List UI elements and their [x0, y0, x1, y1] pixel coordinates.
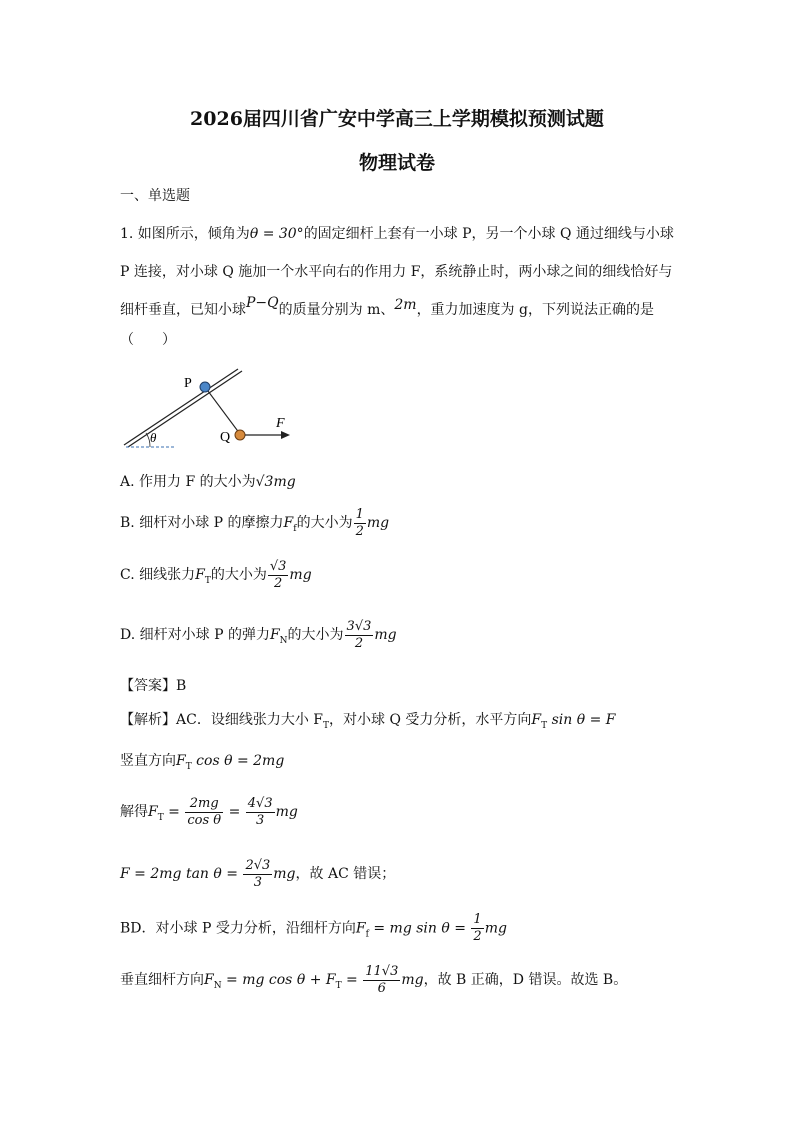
fraction: $\frac{√3}{2}$ — [269, 558, 287, 591]
question-line-3: 细杆垂直，已知小球P−Q的质量分别为 m、2m，重力加速度为 g，下列说法正确的是 — [120, 295, 654, 318]
exam-title: 2026届四川省广安中学高三上学期模拟预测试题 — [190, 108, 604, 130]
fraction: $\frac{4√3}{3}$ — [247, 795, 273, 828]
force-arrow-head-icon — [281, 431, 290, 439]
label-p: P — [184, 376, 192, 391]
option-b: B. 细杆对小球 P 的摩擦力$F_f$的大小为 $\frac{1}{2}$ mg — [120, 506, 390, 539]
fraction: $\frac{1}{2}$ — [355, 506, 364, 539]
label-f: F — [276, 416, 285, 431]
ball-q-icon — [235, 430, 245, 440]
label-q: Q — [220, 430, 231, 445]
option-a: A. 作用力 F 的大小为√3mg — [120, 474, 296, 490]
fraction: $\frac{2√3}{3}$ — [245, 857, 271, 890]
analysis-line-6: 垂直细杆方向$F_N$ = mg $\cos \theta + F_T$ = $\frac{11√3}{6}$ mg，故 B 正确，D 错误。故选 B。 — [120, 963, 628, 996]
analysis-line-1: 【解析】AC．设细线张力大小 $F_T$，对小球 Q 受力分析，水平方向$F_T$ sin θ = F — [120, 712, 616, 731]
analysis-line-2: 竖直方向$F_T$ cos θ = 2mg — [120, 753, 285, 772]
option-d: D. 细杆对小球 P 的弹力$F_N$的大小为 $\frac{3√3}{2}$ mg — [120, 618, 397, 651]
label-theta: θ — [150, 430, 157, 445]
exam-subtitle: 物理试卷 — [358, 152, 435, 174]
answer-line: 【答案】B — [120, 678, 187, 694]
fraction: $\frac{3√3}{2}$ — [346, 618, 372, 651]
mass-2m: 2m — [394, 297, 417, 313]
theta-condition: θ = 30° — [249, 226, 304, 242]
question-line-1: 1. 如图所示，倾角为θ = 30°的固定细杆上套有一小球 P，另一个小球 Q 通过细线与小球 — [120, 226, 674, 242]
analysis-line-5: BD．对小球 P 受力分析，沿细杆方向$F_f$ = mg sin θ = $\frac{1}{2}$ mg — [120, 912, 507, 944]
option-a-value: √3mg — [255, 474, 296, 490]
section-heading: 一、单选题 — [120, 188, 190, 204]
incline-diagram — [118, 365, 308, 455]
fraction: $\frac{2mg}{\text{cos θ}}$ — [187, 795, 222, 828]
question-line-4: （ ） — [120, 332, 176, 348]
ball-p-icon — [200, 382, 210, 392]
analysis-line-3: 解得$F_T$ = $\frac{2mg}{\text{cos θ}}$ = $\frac{4√3}{3}$ mg — [120, 795, 298, 828]
question-line-2: P 连接，对小球 Q 施加一个水平向右的作用力 F，系统静止时，两小球之间的细线恰好与 — [120, 264, 673, 280]
fraction: $\frac{11√3}{6}$ — [365, 963, 399, 996]
pq-symbol: P−Q — [246, 295, 279, 311]
string-line — [205, 387, 240, 434]
analysis-line-4: F = 2mg tan θ = $\frac{2√3}{3}$ mg，故 AC 错误； — [120, 857, 396, 890]
fraction: $\frac{1}{2}$ — [473, 912, 482, 944]
option-c: C. 细线张力$F_T$的大小为 $\frac{√3}{2}$ mg — [120, 558, 312, 591]
